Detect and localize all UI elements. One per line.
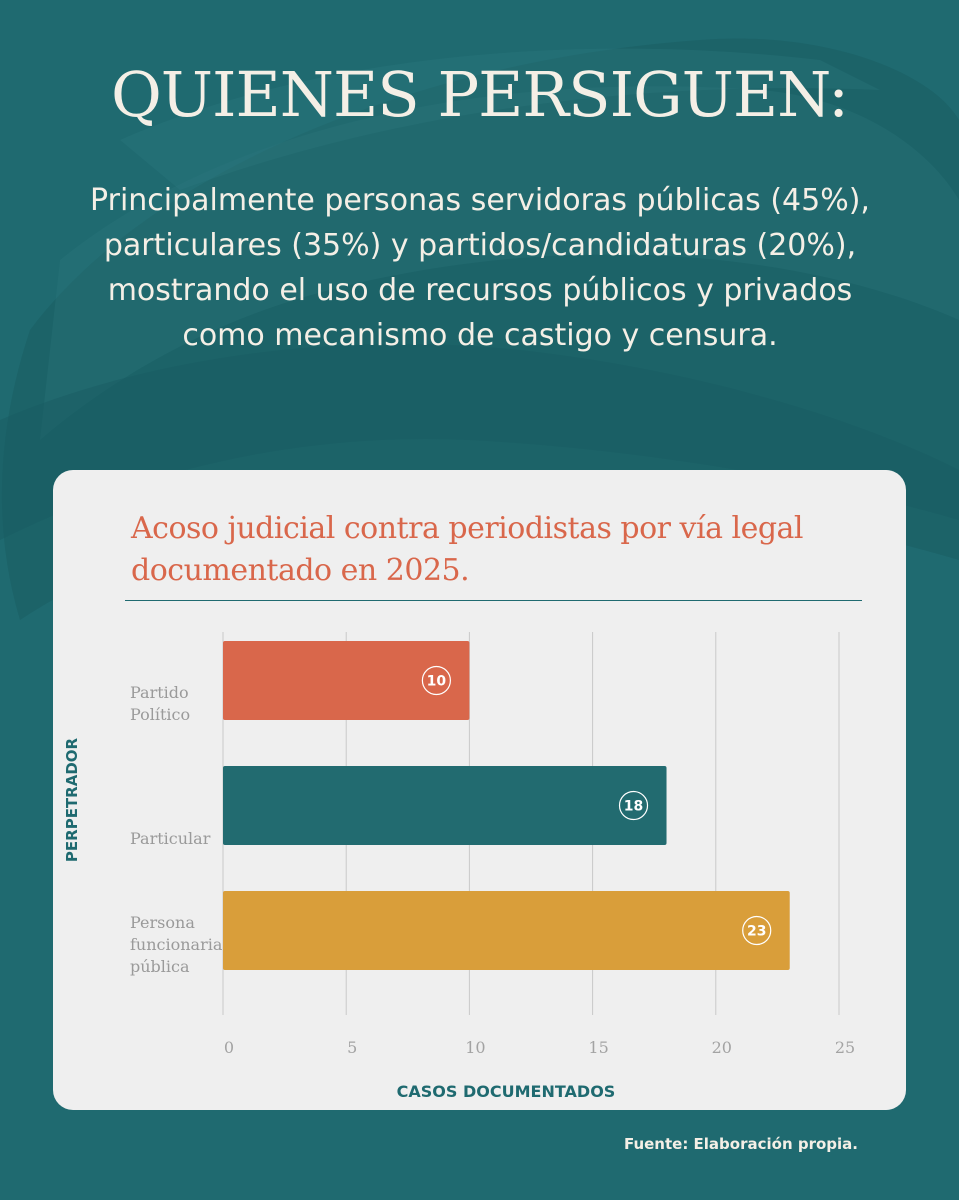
x-tick-label: 0 xyxy=(223,1038,235,1057)
data-label: 10 xyxy=(426,673,447,690)
category-label: Particular xyxy=(130,829,211,848)
category-label: funcionaria xyxy=(130,935,223,954)
category-label: Persona xyxy=(130,913,195,932)
category-label: Político xyxy=(130,705,191,724)
x-tick-label: 20 xyxy=(711,1038,732,1057)
bar-chart xyxy=(53,470,906,1110)
category-label: pública xyxy=(130,957,190,976)
x-tick-label: 10 xyxy=(465,1038,486,1057)
source-note: Fuente: Elaboración propia. xyxy=(623,1135,858,1153)
page-title: QUIENES PERSIGUEN: xyxy=(110,58,849,131)
bar xyxy=(223,891,790,970)
category-label: Partido xyxy=(130,683,189,702)
x-tick-label: 25 xyxy=(834,1038,856,1057)
x-tick-label: 5 xyxy=(347,1038,358,1057)
data-label: 18 xyxy=(623,798,644,815)
x-tick-label: 15 xyxy=(588,1038,609,1057)
y-axis-title: PERPETRADOR xyxy=(63,737,81,863)
chart-title: Acoso judicial contra periodistas por vía legal documentado en 2025. xyxy=(131,511,804,588)
x-axis-title: CASOS DOCUMENTADOS xyxy=(396,1082,616,1101)
chart-card xyxy=(53,470,906,1110)
bar xyxy=(223,766,667,845)
page-subtitle: Principalmente personas servidoras públicas (45%), particulares (35%) y partidos/candidaturas (20%), mostrando el uso de recursos públicos y privados como mecanismo de castigo y censura. xyxy=(90,183,870,353)
data-label: 23 xyxy=(746,923,767,940)
